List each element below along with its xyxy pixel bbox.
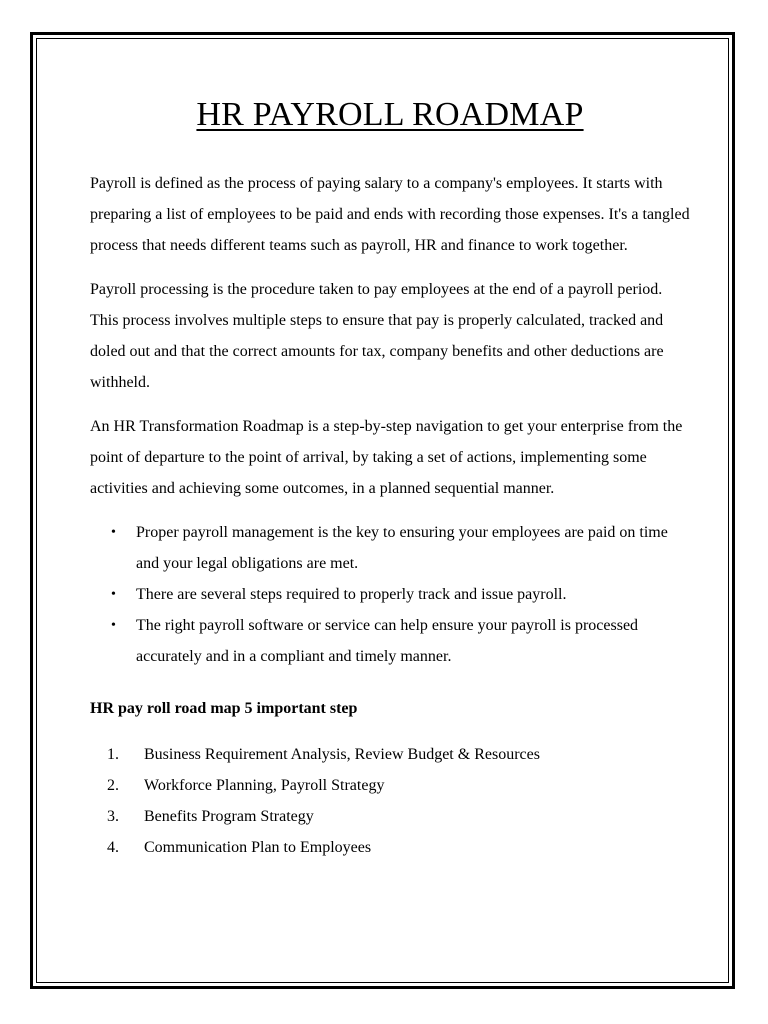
bullet-item xyxy=(90,579,690,610)
steps-list xyxy=(90,739,690,863)
step-item xyxy=(90,770,690,801)
document-title: HR PAYROLL ROADMAP xyxy=(196,96,584,133)
step-text: Business Requirement Analysis, Review Budget & Resources xyxy=(144,746,540,763)
step-item xyxy=(90,739,690,770)
step-number: 1. xyxy=(107,746,119,763)
paragraph-payroll-definition: Payroll is defined as the process of paying salary to a company's employees. It starts with preparing a list of employees to be paid and ends with recording those expenses. It's a tangled process that needs different teams such as payroll, HR and finance to work together. xyxy=(90,175,690,254)
document-content xyxy=(90,92,690,863)
bullet-text: There are several steps required to properly track and issue payroll. xyxy=(136,586,567,603)
steps-heading: HR pay roll road map 5 important step xyxy=(90,700,358,717)
bullet-list xyxy=(90,517,690,672)
step-text: Benefits Program Strategy xyxy=(144,808,314,825)
bullet-item xyxy=(90,517,690,579)
bullet-text: The right payroll software or service can help ensure your payroll is processed accurately and in a compliant and timely manner. xyxy=(136,617,639,665)
bullet-icon: • xyxy=(111,618,116,633)
step-item xyxy=(90,832,690,863)
bullet-icon: • xyxy=(111,525,116,540)
step-number: 4. xyxy=(107,839,119,856)
step-number: 2. xyxy=(107,777,119,794)
step-text: Communication Plan to Employees xyxy=(144,839,372,856)
paragraph-payroll-processing: Payroll processing is the procedure taken to pay employees at the end of a payroll period. This process involves multiple steps to ensure that pay is properly calculated, tracked and doled out and that the correct amounts for tax, company benefits and other deductions are withheld. xyxy=(90,281,664,391)
step-text: Workforce Planning, Payroll Strategy xyxy=(144,777,385,794)
bullet-text: Proper payroll management is the key to ensuring your employees are paid on time and your legal obligations are met. xyxy=(136,524,668,572)
bullet-item xyxy=(90,610,690,672)
step-item xyxy=(90,801,690,832)
step-number: 3. xyxy=(107,808,119,825)
paragraph-hr-transformation: An HR Transformation Roadmap is a step-by-step navigation to get your enterprise from the point of departure to the point of arrival, by taking a set of actions, implementing some activities and achieving some outcomes, in a planned sequential manner. xyxy=(90,418,683,497)
bullet-icon: • xyxy=(111,587,116,602)
